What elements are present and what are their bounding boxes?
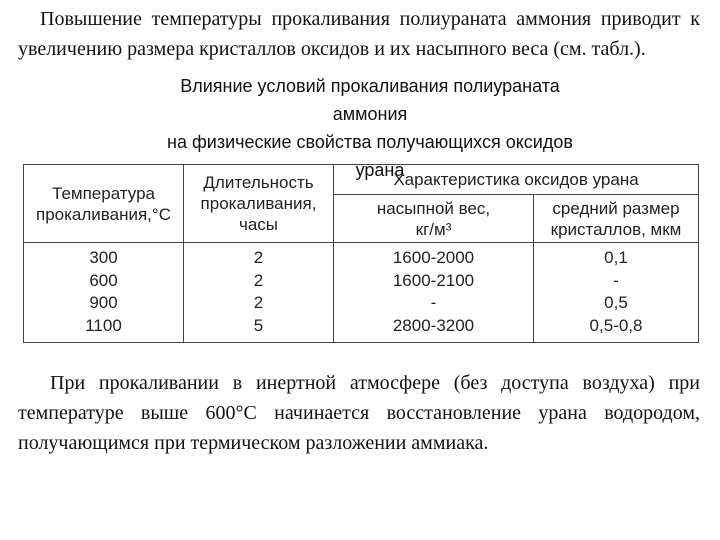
header-bulk-density: насыпной вес, кг/м³ (334, 195, 534, 243)
table-cell: 1600-2100 (392, 270, 475, 290)
caption-line-3: на физические свойства получающихся оксидов (167, 132, 573, 152)
table-cell: 0,5-0,8 (589, 315, 643, 335)
table-cell: 5 (253, 315, 264, 335)
table-cell: - (613, 270, 619, 290)
header-characteristics: Характеристика оксидов урана (334, 165, 699, 195)
column-bulk-density (334, 243, 534, 343)
table-cell: 600 (89, 270, 118, 290)
table-cell: 2800-3200 (392, 315, 475, 335)
intro-paragraph: Повышение температуры прокаливания полиураната аммония приводит к увеличению размера кристаллов оксидов и их насыпного веса (см. табл.). (18, 8, 700, 60)
table-cell: 300 (89, 248, 118, 267)
table-cell: - (430, 293, 437, 312)
table-cell: 900 (89, 293, 118, 312)
column-temperature (24, 243, 184, 343)
calcination-paragraph: При прокаливании в инертной атмосфере (без доступа воздуха) при температуре выше 600°С начинается восстановление урана водородом, получающимся при термическом разложении аммиака. (18, 372, 700, 454)
header-temperature: Температура прокаливания,°С (24, 165, 184, 243)
table-cell: 1100 (85, 315, 122, 335)
column-duration (184, 243, 334, 343)
table-cell: 2 (253, 293, 264, 312)
caption-line-2: аммония (332, 104, 408, 124)
table-body-row (24, 243, 699, 343)
header-crystal-size: средний размер кристаллов, мкм (534, 195, 699, 243)
table-cell: 1600-2000 (392, 248, 475, 267)
header-duration: Длительность прокаливания, часы (184, 165, 334, 243)
table-cell: 2 (253, 270, 264, 290)
table-cell: 0,5 (604, 293, 628, 312)
caption-line-1: Влияние условий прокаливания полиураната (180, 76, 560, 96)
oxide-properties-table (23, 164, 699, 343)
table-cell: 2 (253, 248, 264, 267)
caption-line-4: урана (355, 160, 405, 180)
column-crystal-size (534, 243, 699, 343)
table-cell: 0,1 (604, 248, 628, 267)
